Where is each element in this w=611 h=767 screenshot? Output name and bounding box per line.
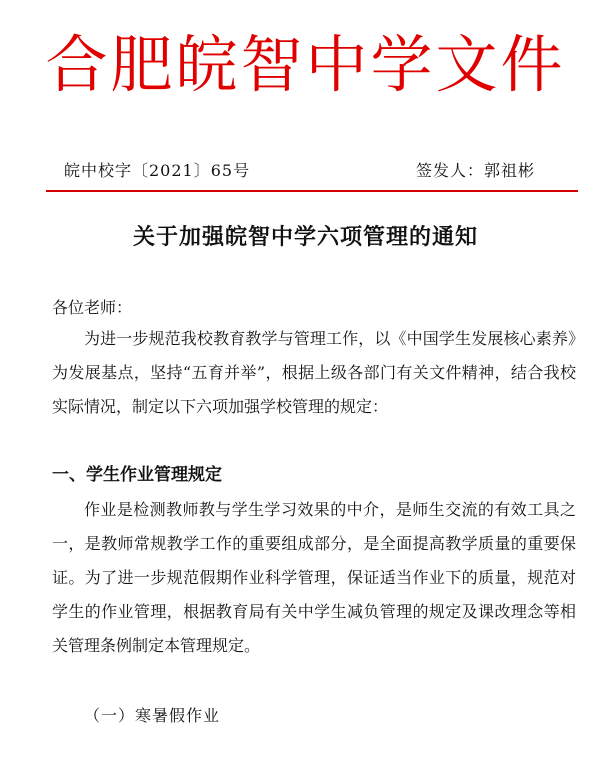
section-heading-homework: 一、学生作业管理规定 xyxy=(52,465,222,485)
document-number: 皖中校字〔2021〕65号 xyxy=(64,161,251,180)
intro-paragraph: 为进一步规范我校教育教学与管理工作，以《中国学生发展核心素养》为发展基点，坚持“五育并举”，根据上级各部门有关文件精神，结合我校实际情况，制定以下六项加强学校管理的规定： xyxy=(52,329,576,416)
header-divider xyxy=(46,190,578,192)
document-masthead: 合肥皖智中学文件 xyxy=(45,28,566,101)
subsection-heading-vacation-homework: （一）寒暑假作业 xyxy=(84,706,221,725)
document-signer: 签发人：郭祖彬 xyxy=(415,161,535,180)
homework-paragraph: 作业是检测教师教与学生学习效果的中介，是师生交流的有效工具之一，是教师常规教学工作的重要组成部分，是全面提高教学质量的重要保证。为了进一步规范假期作业科学管理，保证适当作业下的质量，规范对学生的作业管理，根据教育局有关中学生减负管理的规定及课改理念等相关管理条例制定本管理规定。 xyxy=(52,500,576,655)
document-meta-line xyxy=(46,159,571,183)
document-title: 关于加强皖智中学六项管理的通知 xyxy=(132,224,478,250)
salutation: 各位老师： xyxy=(52,298,133,317)
